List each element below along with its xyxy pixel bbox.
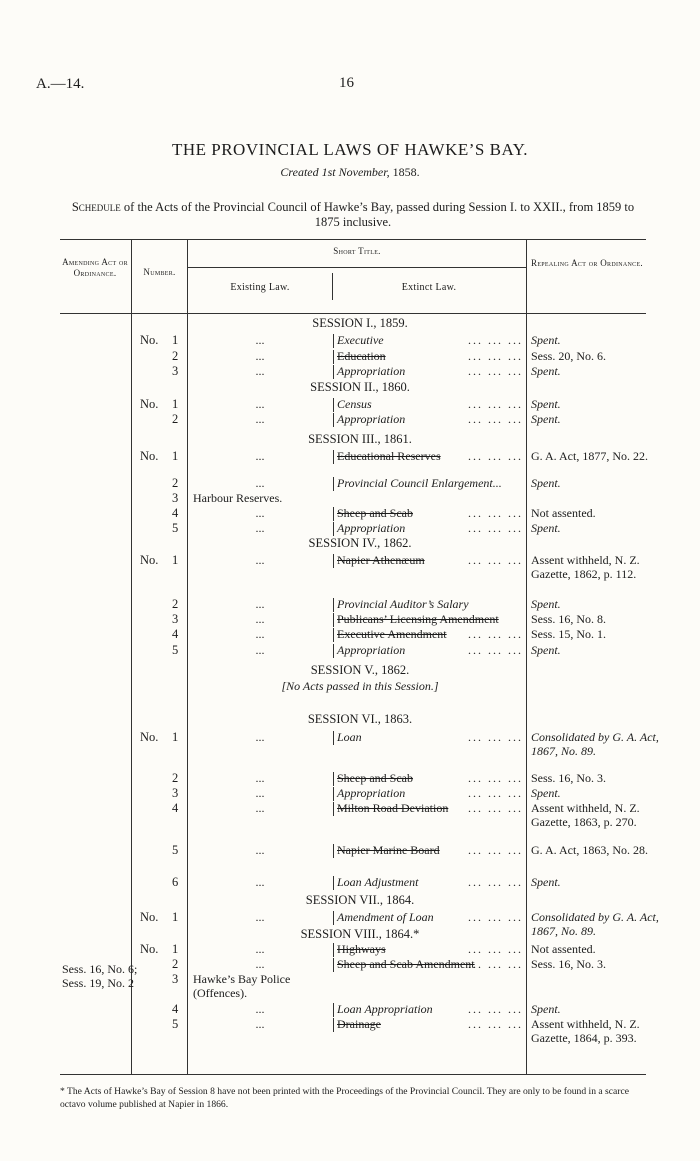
act-number: 4 [172, 627, 179, 641]
column-header-existing: Existing Law. [230, 282, 290, 293]
extinct-law-title: Sheep and Scab Amendment [337, 957, 475, 971]
repealing-act: Spent. [531, 643, 561, 657]
extinct-bar [333, 644, 334, 658]
number-prefix: No. [140, 942, 159, 956]
act-number: 1 [172, 449, 179, 463]
extinct-law-title: Provincial Auditor’s Salary [337, 597, 469, 611]
session-heading: SESSION VI., 1863. [307, 712, 413, 726]
repealing-act: Not assented. [531, 942, 596, 956]
extinct-bar [333, 876, 334, 890]
extinct-law [337, 875, 527, 890]
number-prefix: No. [140, 449, 159, 463]
repealing-act: Assent withheld, N. Z. Gazette, 1864, p. 393. [531, 1017, 640, 1045]
extinct-law-title: Amendment of Loan [337, 910, 434, 924]
existing-law: Hawke’s Bay Police (Offences). [193, 972, 291, 1000]
extinct-law-title: Milton Road Deviation [337, 801, 449, 815]
existing-dots: ... [255, 643, 265, 657]
existing-dots: ... [255, 627, 265, 641]
session-heading: SESSION VII., 1864. [305, 893, 415, 907]
extinct-law-title: Napier Marine Board [337, 843, 440, 857]
leader-dots: ... ... ... [468, 1017, 523, 1031]
extinct-law-title: Executive [337, 333, 384, 347]
extinct-law-title: Loan Adjustment [337, 875, 419, 889]
extinct-law-title: Appropriation [337, 786, 406, 800]
schedule-lead: Schedule [71, 200, 121, 214]
leader-dots: ... ... ... [468, 786, 523, 800]
extinct-law [337, 1002, 527, 1017]
repealing-act: Spent. [531, 333, 561, 347]
existing-dots: ... [255, 333, 265, 347]
existing-dots: ... [255, 553, 265, 567]
repealing-act: Spent. [531, 412, 561, 426]
extinct-law [337, 476, 527, 491]
repealing-act: Sess. 20, No. 6. [531, 349, 607, 363]
extinct-law [337, 449, 527, 464]
column-header-repealing: Repealing Act or Ordinance. [531, 258, 643, 268]
repealing-act: Sess. 16, No. 3. [531, 771, 607, 785]
act-number: 1 [172, 730, 179, 744]
extinct-bar [333, 1018, 334, 1032]
act-number: 4 [172, 801, 179, 815]
number-prefix: No. [140, 333, 159, 347]
extinct-bar [333, 350, 334, 364]
extinct-bar [333, 334, 334, 348]
table-top-rule [60, 239, 646, 240]
leader-dots: ... ... ... [468, 506, 523, 520]
extinct-law [337, 1017, 527, 1032]
created-line [0, 165, 700, 180]
extinct-law-title: Publicans’ Licensing Amendment [337, 612, 499, 626]
number-prefix: No. [140, 397, 159, 411]
leader-dots: ... ... ... [468, 910, 523, 924]
act-number: 5 [172, 843, 179, 857]
existing-dots: ... [255, 397, 265, 411]
session-note: [No Acts passed in this Session.] [281, 679, 439, 693]
act-number: 3 [172, 491, 179, 505]
extinct-law [337, 627, 527, 642]
existing-dots: ... [255, 349, 265, 363]
repealing-act: Consolidated by G. A. Act, 1867, No. 89. [531, 910, 659, 938]
existing-dots: ... [255, 364, 265, 378]
repealing-act: Sess. 16, No. 3. [531, 957, 607, 971]
extinct-bar [333, 613, 334, 627]
act-number: 4 [172, 506, 179, 520]
extinct-law [337, 597, 527, 612]
repealing-act: Assent withheld, N. Z. Gazette, 1863, p. 270. [531, 801, 640, 829]
act-number: 2 [172, 597, 179, 611]
page-number: 16 [339, 75, 354, 91]
act-number: 5 [172, 643, 179, 657]
repealing-act: Not assented. [531, 506, 596, 520]
extinct-bar [333, 802, 334, 816]
column-header-amending: Amending Act or Ordinance. [62, 257, 128, 278]
leader-dots: ... ... ... [468, 553, 523, 567]
extinct-law [337, 349, 527, 364]
extinct-bar [333, 450, 334, 464]
act-number: 5 [172, 521, 179, 535]
table-bottom-rule [60, 1074, 646, 1075]
extinct-law-title: Appropriation [337, 364, 406, 378]
extinct-law-title: Appropriation [337, 521, 406, 535]
existing-dots: ... [255, 875, 265, 889]
extinct-law-title: Educational Reserves [337, 449, 441, 463]
document-reference: A.—14. [36, 76, 85, 92]
schedule-caption [60, 200, 646, 230]
session-heading: SESSION VIII., 1864.* [300, 927, 420, 941]
existing-dots: ... [255, 843, 265, 857]
repealing-act: Spent. [531, 521, 561, 535]
footnote: * The Acts of Hawke’s Bay of Session 8 have not been printed with the Proceedings of the Provincial Council. They are only to be found in a scarce octavo volume published at Napier in 1866. [60, 1086, 630, 1110]
extinct-bar [333, 554, 334, 568]
extinct-law [337, 364, 527, 379]
existing-dots: ... [255, 521, 265, 535]
column-header-short-title: Short Title. [333, 246, 381, 256]
extinct-law-title: Loan [337, 730, 362, 744]
leader-dots: ... ... ... [468, 521, 523, 535]
extinct-law-title: Appropriation [337, 412, 406, 426]
short-title-rule [187, 267, 526, 268]
session-heading: SESSION IV., 1862. [308, 536, 412, 550]
extinct-law-title: Provincial Council Enlargement... [337, 476, 502, 490]
session-heading: SESSION V., 1862. [310, 663, 410, 677]
act-number: 1 [172, 333, 179, 347]
extinct-law [337, 730, 527, 745]
leader-dots: ... ... ... [468, 449, 523, 463]
extinct-law [337, 506, 527, 521]
extinct-law-title: Napier Athenæum [337, 553, 425, 567]
repealing-act: Spent. [531, 1002, 561, 1016]
extinct-law [337, 397, 527, 412]
extinct-law [337, 521, 527, 536]
leader-dots: ... ... ... [468, 397, 523, 411]
extinct-bar [333, 958, 334, 972]
schedule-text: of the Acts of the Provincial Council of Hawke’s Bay, passed during Session I. to XXII., from 1859 to 1875 inclusive. [123, 200, 635, 229]
existing-dots: ... [255, 506, 265, 520]
act-number: 6 [172, 875, 179, 889]
extinct-bar [333, 844, 334, 858]
extinct-bar [333, 365, 334, 379]
extinct-bar [333, 507, 334, 521]
short-title-divider [332, 273, 333, 300]
extinct-law-title: Appropriation [337, 643, 406, 657]
existing-dots: ... [255, 957, 265, 971]
act-number: 4 [172, 1002, 179, 1016]
existing-dots: ... [255, 612, 265, 626]
repealing-act: Sess. 15, No. 1. [531, 627, 607, 641]
leader-dots: ... ... ... [468, 730, 523, 744]
act-number: 3 [172, 612, 179, 626]
extinct-bar [333, 911, 334, 925]
extinct-law [337, 942, 527, 957]
leader-dots: ... ... ... [468, 875, 523, 889]
extinct-bar [333, 787, 334, 801]
existing-dots: ... [255, 771, 265, 785]
repealing-act: Spent. [531, 597, 561, 611]
existing-dots: ... [255, 449, 265, 463]
amending-act: Sess. 16, No. 6; Sess. 19, No. 2 [62, 962, 138, 990]
extinct-law [337, 771, 527, 786]
number-prefix: No. [140, 730, 159, 744]
leader-dots: ... ... ... [468, 957, 523, 971]
act-number: 1 [172, 942, 179, 956]
extinct-law [337, 333, 527, 348]
created-date: 1st November, [321, 165, 390, 179]
extinct-law [337, 957, 527, 972]
extinct-law-title: Highways [337, 942, 386, 956]
existing-dots: ... [255, 730, 265, 744]
repealing-act: G. A. Act, 1863, No. 28. [531, 843, 648, 857]
extinct-law [337, 910, 527, 925]
existing-dots: ... [255, 910, 265, 924]
leader-dots: ... ... ... [468, 801, 523, 815]
extinct-bar [333, 772, 334, 786]
extinct-law-title: Education [337, 349, 386, 363]
repealing-act: Spent. [531, 397, 561, 411]
repealing-act: Spent. [531, 476, 561, 490]
extinct-bar [333, 598, 334, 612]
act-number: 3 [172, 786, 179, 800]
act-number: 2 [172, 771, 179, 785]
existing-dots: ... [255, 1002, 265, 1016]
extinct-bar [333, 398, 334, 412]
act-number: 2 [172, 476, 179, 490]
repealing-act: Consolidated by G. A. Act, 1867, No. 89. [531, 730, 659, 758]
extinct-bar [333, 477, 334, 491]
existing-dots: ... [255, 1017, 265, 1031]
act-number: 2 [172, 349, 179, 363]
repealing-act: Assent withheld, N. Z. Gazette, 1862, p. 112. [531, 553, 640, 581]
session-heading: SESSION III., 1861. [308, 432, 412, 446]
leader-dots: ... ... ... [468, 364, 523, 378]
repealing-act: Sess. 16, No. 8. [531, 612, 607, 626]
leader-dots: ... ... ... [468, 942, 523, 956]
extinct-bar [333, 1003, 334, 1017]
existing-law: Harbour Reserves. [193, 491, 283, 505]
session-heading: SESSION II., 1860. [310, 380, 410, 394]
extinct-law-title: Executive Amendment [337, 627, 447, 641]
page-title: THE PROVINCIAL LAWS OF HAWKE’S BAY. [171, 140, 529, 159]
existing-dots: ... [255, 801, 265, 815]
repealing-act: Spent. [531, 786, 561, 800]
extinct-law [337, 801, 527, 816]
existing-dots: ... [255, 597, 265, 611]
leader-dots: ... ... ... [468, 1002, 523, 1016]
leader-dots: ... ... ... [468, 333, 523, 347]
created-prefix: Created [280, 165, 319, 179]
extinct-law-title: Loan Appropriation [337, 1002, 433, 1016]
leader-dots: ... ... ... [468, 349, 523, 363]
created-year: 1858. [392, 165, 420, 179]
extinct-law [337, 843, 527, 858]
leader-dots: ... ... ... [468, 771, 523, 785]
column-divider [187, 239, 188, 1074]
extinct-bar [333, 731, 334, 745]
act-number: 1 [172, 910, 179, 924]
act-number: 5 [172, 1017, 179, 1031]
repealing-act: G. A. Act, 1877, No. 22. [531, 449, 648, 463]
column-header-extinct: Extinct Law. [401, 282, 457, 293]
leader-dots: ... ... ... [468, 412, 523, 426]
extinct-law-title: Census [337, 397, 372, 411]
session-heading: SESSION I., 1859. [312, 316, 408, 330]
extinct-law [337, 786, 527, 801]
table-header-rule [60, 313, 646, 314]
act-number: 3 [172, 972, 179, 986]
existing-dots: ... [255, 476, 265, 490]
existing-dots: ... [255, 412, 265, 426]
extinct-bar [333, 628, 334, 642]
number-prefix: No. [140, 910, 159, 924]
extinct-law [337, 612, 527, 627]
extinct-law [337, 553, 527, 568]
act-number: 2 [172, 957, 179, 971]
extinct-law [337, 412, 527, 427]
extinct-bar [333, 413, 334, 427]
existing-dots: ... [255, 942, 265, 956]
leader-dots: ... ... ... [468, 627, 523, 641]
column-header-number: Number. [143, 267, 176, 277]
act-number: 1 [172, 397, 179, 411]
extinct-law-title: Drainage [337, 1017, 381, 1031]
act-number: 1 [172, 553, 179, 567]
extinct-law [337, 643, 527, 658]
number-prefix: No. [140, 553, 159, 567]
extinct-law-title: Sheep and Scab [337, 771, 413, 785]
leader-dots: ... ... ... [468, 643, 523, 657]
repealing-act: Spent. [531, 364, 561, 378]
repealing-act: Spent. [531, 875, 561, 889]
extinct-law-title: Sheep and Scab [337, 506, 413, 520]
extinct-bar [333, 522, 334, 536]
column-divider [131, 239, 132, 1074]
extinct-bar [333, 943, 334, 957]
act-number: 2 [172, 412, 179, 426]
existing-dots: ... [255, 786, 265, 800]
act-number: 3 [172, 364, 179, 378]
leader-dots: ... ... ... [468, 843, 523, 857]
